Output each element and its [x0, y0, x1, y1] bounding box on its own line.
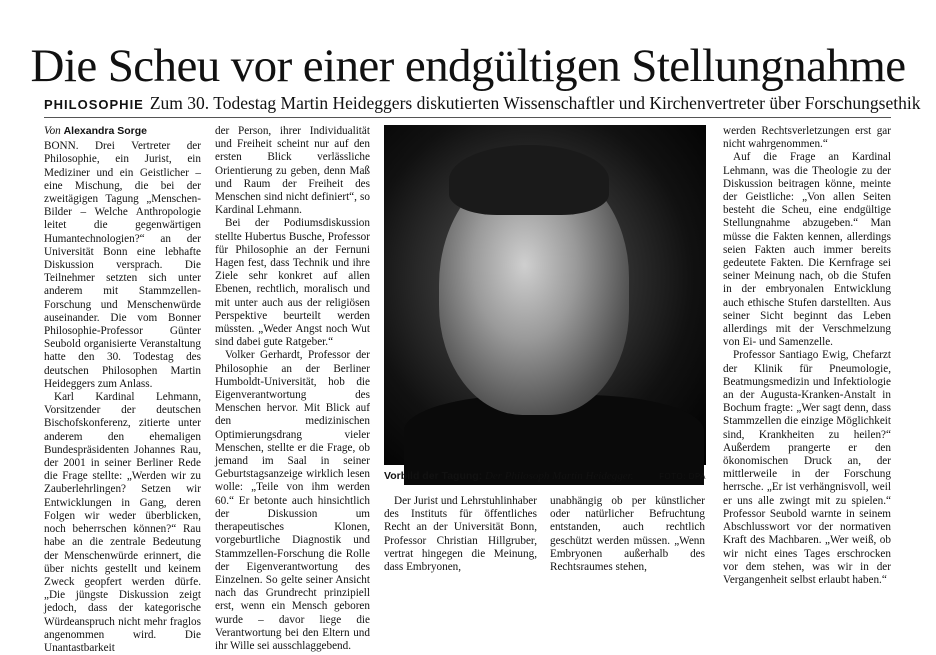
column-4 [550, 495, 705, 583]
paragraph: Auf die Frage an Kardinal Lehmann, was die Theologie zu der Diskussion beitragen könne, meinte der Geistliche: „Von allen Seiten besteht die Scheu, eine endgültige Stellungnahme abzugeben.“ Man müsse die Fakten kennen, allerdings seien Fakten auch immer bereits gedeutete Fakten. Die Kernfrage sei seiner Meinung nach, ob die Stufen in der embryonalen Entwicklung auch ethische Stufen darstellten. Aus seiner Sicht beginnt das Leben allerdings mit der Verschmelzung von Ei- und Samenzelle. [723, 151, 891, 349]
caption-text: Der Philosoph Martin Heidegger. [484, 470, 634, 482]
paragraph: BONN. Drei Vertreter der Philosophie, ein Jurist, ein Mediziner und ein Geistlicher – eine Mischung, die bei der zweitägigen Tagung „Menschen-Bilder – Welche Anthropologie leitet die gegenwärtigen Humantechnologien?“ an der Universität Bonn eine lebhafte Diskussion versprach. Die Teilnehmer setzten sich unter anderem mit Stammzellen-Forschung und Menschenwürde auseinander. Die vom Bonner Philosophie-Professor Günter Seubold organisierte Veranstaltung hatte den 30. Todestag des deutschen Philosophen Martin Heideggers zum Anlass. [44, 140, 201, 390]
section-kicker: PHILOSOPHIE [44, 97, 144, 112]
headline: Die Scheu vor einer endgültigen Stellungnahme [30, 40, 906, 92]
byline [44, 125, 201, 138]
paragraph: der Person, ihrer Individualität und Freiheit scheint nur auf den ersten Blick verlässliche Orientierung zu geben, denn Maß und Raum der Freiheit des Menschen sind nicht definiert“, so Kardinal Lehmann. [215, 125, 370, 217]
subheadline: Zum 30. Todestag Martin Heideggers diskutierten Wissenschaftler und Kirchenvertreter über Forschungsethik [149, 93, 921, 113]
photo-caption [384, 470, 706, 483]
byline-prefix: Von [44, 125, 61, 137]
column-1 [44, 125, 201, 654]
paragraph: Der Jurist und Lehrstuhlinhaber des Instituts für öffentliches Recht an der Universität Bonn, Professor Christian Hillgruber, vertrat hingegen die Meinung, dass Embryonen, [384, 495, 537, 574]
photo-credit: FOTO: DPA [659, 472, 706, 481]
column-5 [723, 125, 891, 586]
subheadline-line [44, 92, 924, 116]
heidegger-photo [384, 125, 706, 465]
column-2 [215, 125, 370, 652]
paragraph: werden Rechtsverletzungen erst gar nicht wahrgenommen.“ [723, 125, 891, 151]
paragraph: Volker Gerhardt, Professor der Philosophie an der Berliner Humboldt-Universität, hob die Eigenverantwortung des Menschen hervor. Mit Blick auf den medizinischen Optimierungsdrang vieler Menschen, stellte er die Frage, ob jemand im Saal in seiner Geburtstagsanzeige wirklich lesen wolle: „Teile von ihm werden 60.“ Er betonte auch hinsichtlich der Diskussion um therapeutisches Klonen, vorgeburtliche Diagnostik und Stammzellen-Forschung die Rolle der Eigenverantwortung des Einzelnen. So gelte seiner Ansicht nach das Grundrecht prinzipiell erst, wenn ein Mensch geboren wurde – davor liege die Verantwortung bei den Eltern und ihr Wille sei ausschlaggebend. [215, 349, 370, 652]
paragraph: Professor Santiago Ewig, Chefarzt der Klinik für Pneumologie, Beatmungsmedizin und Infektiologie an der Augusta-Kranken-Anstalt in Bochum fragte: „Wer sagt denn, dass Stammzellen die einzige Möglichkeit sind, Krankheiten zu heilen?“ Außerdem prangerte er den ökonomischen Druck an, der mittlerweile in der Forschung herrsche. „Er ist verhängnisvoll, weil er uns alle zwingt mit zu spielen.“ Professor Seubold warnte in seinem Abschlusswort vor der normativen Kraft des Machbaren. „Wer weiß, ob wir nicht eines Tages erschrocken vor dem stehen, was wir in der Vergangenheit selbst erlaubt haben.“ [723, 349, 891, 586]
column-3 [384, 495, 537, 583]
header-rule [44, 117, 891, 118]
paragraph: unabhängig ob per künstlicher oder natürlicher Befruchtung entstanden, auch rechtlich geschützt werden müssen. „Wenn Embryonen außerhalb des Rechtsraumes stehen, [550, 495, 705, 574]
paragraph: Bei der Podiumsdiskussion stellte Hubertus Busche, Professor für Philosophie an der Fernuni Hagen fest, dass Technik und ihre Ziele sehr konkret auf allen Ebenen, rechtlich, moralisch und mit unter auch aus der religiösen Perspektive beurteilt werden müssten. „Weder Angst noch Wut sind dabei gute Ratgeber.“ [215, 217, 370, 349]
byline-author: Alexandra Sorge [63, 125, 148, 137]
caption-label: Vorbild der Tagung: [384, 470, 483, 482]
photo-hair-shape [449, 145, 609, 215]
paragraph: Karl Kardinal Lehmann, Vorsitzender der deutschen Bischofskonferenz, zitierte unter anderem den ehemaligen Bundespräsidenten Johannes Rau, der 2001 in seiner Berliner Rede die Frage stellte: „Werden wir zu Zauberlehrlingen? Setzen wir Entwicklungen in Gang, deren Folgen wir weder überblicken, noch beherrschen können?“ Rau habe an die zentrale Bedeutung der Menschenwürde erinnert, die über nichts gestellt und keinem Zweck geopfert werden dürfe. „Die jüngste Diskussion zeigt jedoch, dass der kategorische Würdeanspruch nicht mehr fraglos angenommen wird. Die Unantastbarkeit [44, 391, 201, 654]
